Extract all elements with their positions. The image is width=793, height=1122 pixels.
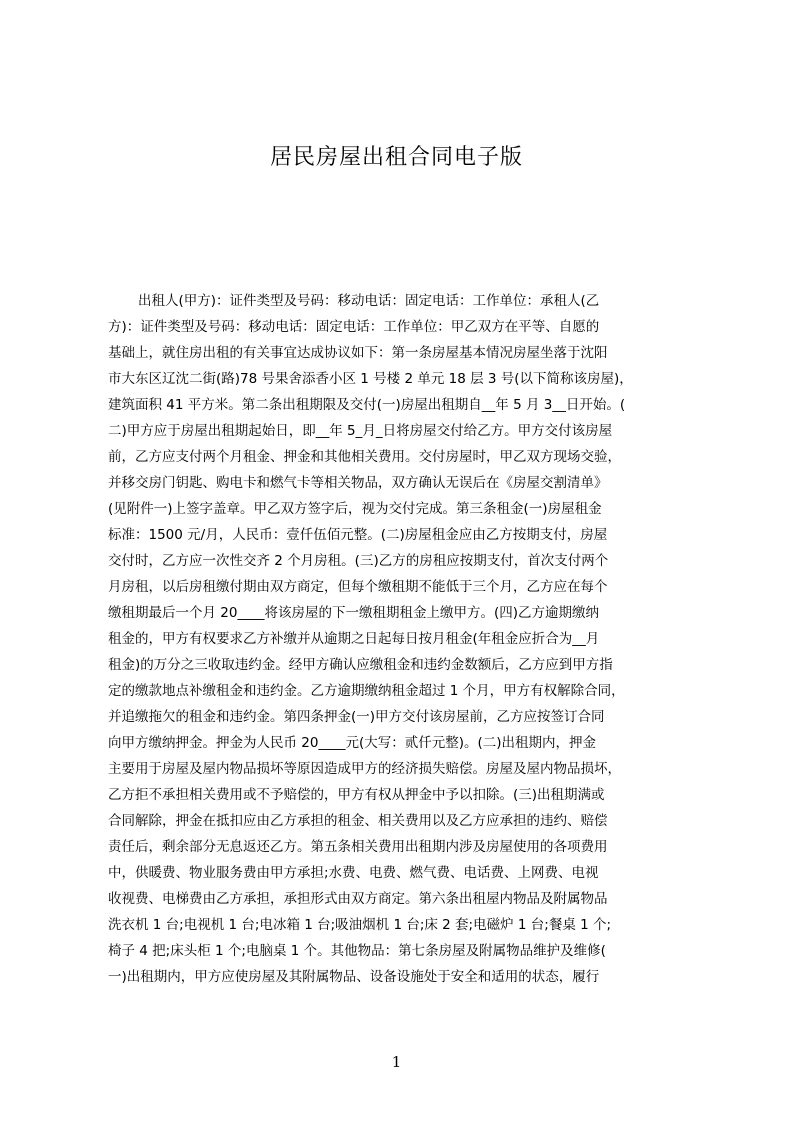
body-line: 主要用于房屋及屋内物品损坏等原因造成甲方的经济损失赔偿。房屋及屋内物品损坏，	[108, 761, 621, 777]
body-line: 收视费、电梯费由乙方承担，承担形式由双方商定。第六条出租屋内物品及附属物品	[108, 891, 608, 907]
body-line: 洗衣机 1 台;电视机 1 台;电冰箱 1 台;吸油烟机 1 台;床 2 套;电磁炉 1 台;餐桌 1 个;	[108, 917, 612, 933]
body-line: 责任后，剩余部分无息返还乙方。第五条相关费用出租期内涉及房屋使用的各项费用	[108, 839, 608, 855]
body-line: 租金的，甲方有权要求乙方补缴并从逾期之日起每日按月租金(年租金应折合为__月	[108, 631, 600, 647]
body-line: 前，乙方应支付两个月租金、押金和其他相关费用。交付房屋时，甲乙双方现场交验，	[108, 449, 621, 465]
body-line: 一)出租期内，甲方应使房屋及其附属物品、设备设施处于安全和适用的状态，履行	[108, 969, 600, 985]
body-line: 向甲方缴纳押金。押金为人民币 20____元(大写：贰仟元整)。(二)出租期内，押金	[108, 735, 597, 751]
body-line: 定的缴款地点补缴租金和违约金。乙方逾期缴纳租金超过 1 个月，甲方有权解除合同，	[108, 683, 625, 699]
body-line: 椅子 4 把;床头柜 1 个;电脑桌 1 个。其他物品：第七条房屋及附属物品维护及维修(	[108, 943, 606, 959]
body-line: 月房租，以后房租缴付期由双方商定，但每个缴租期不能低于三个月，乙方应在每个	[108, 579, 608, 595]
body-line: 租金)的万分之三收取违约金。经甲方确认应缴租金和违约金数额后，乙方应到甲方指	[108, 657, 613, 673]
body-line: 市大东区辽沈二街(路)78 号果舍添香小区 1 号楼 2 单元 18 层 3 号(以下简称该房屋)，	[108, 371, 633, 387]
body-line: 合同解除，押金在抵扣应由乙方承担的租金、相关费用以及乙方应承担的违约、赔偿	[108, 813, 608, 829]
body-line: 乙方拒不承担相关费用或不予赔偿的，甲方有权从押金中予以扣除。(三)出租期满或	[108, 787, 605, 803]
body-line: 出租人(甲方)：证件类型及号码：移动电话：固定电话：工作单位：承租人(乙	[138, 293, 600, 309]
body-line: 基础上，就住房出租的有关事宜达成协议如下：第一条房屋基本情况房屋坐落于沈阳	[108, 345, 608, 361]
body-line: 建筑面积 41 平方米。第二条出租期限及交付(一)房屋出租期自__年 5 月 3__日开始。(	[108, 397, 626, 413]
body-line: 标准：1500 元/月，人民币：壹仟伍佰元整。(二)房屋租金应由乙方按期支付，房屋	[108, 527, 608, 543]
body-line: 交付时，乙方应一次性交齐 2 个月房租。(三)乙方的房租应按期支付，首次支付两个	[108, 553, 609, 569]
body-line: 并追缴拖欠的租金和违约金。第四条押金(一)甲方交付该房屋前，乙方应按签订合同	[108, 709, 605, 725]
body-line: (见附件一)上签字盖章。甲乙双方签字后，视为交付完成。第三条租金(一)房屋租金	[108, 501, 602, 517]
body-line: 并移交房门钥匙、购电卡和燃气卡等相关物品，双方确认无误后在《房屋交割清单》	[108, 475, 608, 491]
page-number: 1	[391, 1053, 402, 1071]
document-title: 居民房屋出租合同电子版	[269, 145, 523, 170]
body-line: 中，供暖费、物业服务费由甲方承担;水费、电费、燃气费、电话费、上网费、电视	[108, 865, 599, 881]
body-line: 缴租期最后一个月 20____将该房屋的下一缴租期租金上缴甲方。(四)乙方逾期缴纳	[108, 605, 600, 621]
contract-body	[108, 288, 698, 1038]
body-line: 方)：证件类型及号码：移动电话：固定电话：工作单位：甲乙双方在平等、自愿的	[108, 319, 600, 335]
body-line: 二)甲方应于房屋出租期起始日，即__年 5_月_日将房屋交付给乙方。甲方交付该房屋	[108, 423, 613, 439]
